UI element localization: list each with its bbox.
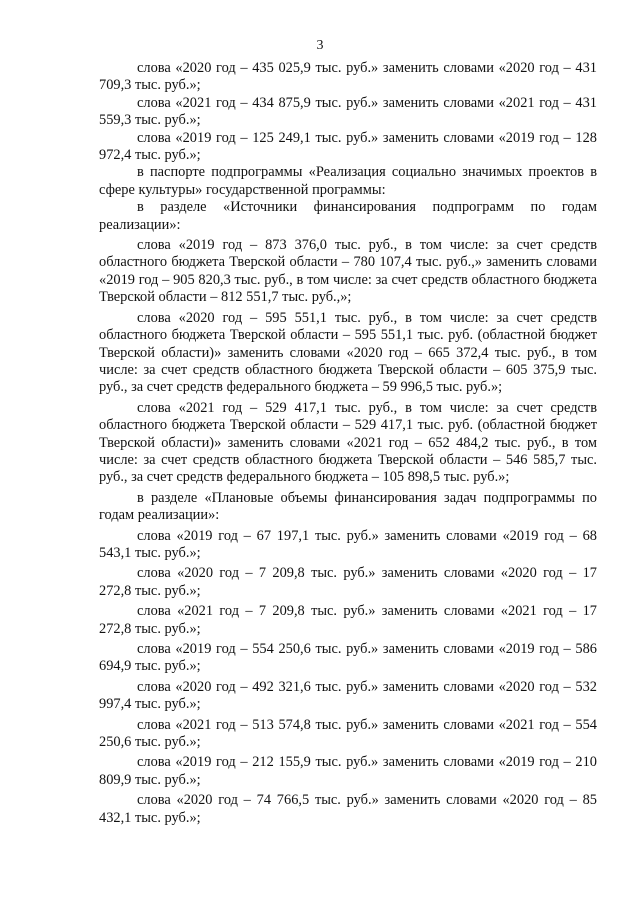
paragraph: слова «2020 год – 7 209,8 тыс. руб.» заменить словами «2020 год – 17 272,8 тыс. руб.»;	[99, 565, 597, 599]
paragraph: слова «2021 год – 434 875,9 тыс. руб.» заменить словами «2021 год – 431 559,3 тыс. руб.»;	[99, 94, 597, 129]
paragraph: в разделе «Плановые объемы финансирования задач подпрограммы по годам реализации»:	[99, 489, 597, 524]
paragraph: слова «2019 год – 212 155,9 тыс. руб.» заменить словами «2019 год – 210 809,9 тыс. руб.»;	[99, 754, 597, 788]
paragraph: слова «2021 год – 529 417,1 тыс. руб., в том числе: за счет средств областного бюджета Тверской области – 529 417,1 тыс. руб. (областной бюджет Тверской области)» заменить словами «2021 год – 652 484,2 тыс. руб., в том числе: за счет средств областного бюджета Тверской области – 546 585,7 тыс. руб., за счет средств федерального бюджета – 105 898,5 тыс. руб.»;	[99, 399, 597, 486]
paragraph: в разделе «Источники финансирования подпрограмм по годам реализации»:	[99, 199, 597, 233]
paragraph: слова «2019 год – 873 376,0 тыс. руб., в том числе: за счет средств областного бюджета Тверской области – 780 107,4 тыс. руб.,» заменить словами «2019 год – 905 820,3 тыс. руб., в том числе: за счет средств областного бюджета Тверской области – 812 551,7 тыс. руб.,»;	[99, 237, 597, 306]
paragraph: слова «2020 год – 492 321,6 тыс. руб.» заменить словами «2020 год – 532 997,4 тыс. руб.»;	[99, 678, 597, 713]
paragraph: слова «2020 год – 595 551,1 тыс. руб., в том числе: за счет средств областного бюджета Тверской области – 595 551,1 тыс. руб. (областной бюджет Тверской области)» заменить словами «2020 год – 665 372,4 тыс. руб., в том числе: за счет средств областного бюджета Тверской области – 605 375,9 тыс. руб., за счет средств федерального бюджета – 59 996,5 тыс. руб.»;	[99, 309, 597, 396]
paragraph: слова «2021 год – 513 574,8 тыс. руб.» заменить словами «2021 год – 554 250,6 тыс. руб.»;	[99, 716, 597, 751]
document-body	[99, 60, 597, 827]
paragraph: слова «2021 год – 7 209,8 тыс. руб.» заменить словами «2021 год – 17 272,8 тыс. руб.»;	[99, 603, 597, 637]
paragraph: слова «2020 год – 435 025,9 тыс. руб.» заменить словами «2020 год – 431 709,3 тыс. руб.»;	[99, 60, 597, 94]
paragraph: слова «2019 год – 554 250,6 тыс. руб.» заменить словами «2019 год – 586 694,9 тыс. руб.»;	[99, 641, 597, 675]
paragraph: слова «2019 год – 125 249,1 тыс. руб.» заменить словами «2019 год – 128 972,4 тыс. руб.»;	[99, 129, 597, 164]
paragraph: слова «2020 год – 74 766,5 тыс. руб.» заменить словами «2020 год – 85 432,1 тыс. руб.»;	[99, 792, 597, 826]
page-number: 3	[316, 38, 324, 53]
paragraph: в паспорте подпрограммы «Реализация социально значимых проектов в сфере культуры» государственной программы:	[99, 164, 597, 198]
paragraph: слова «2019 год – 67 197,1 тыс. руб.» заменить словами «2019 год – 68 543,1 тыс. руб.»;	[99, 527, 597, 561]
